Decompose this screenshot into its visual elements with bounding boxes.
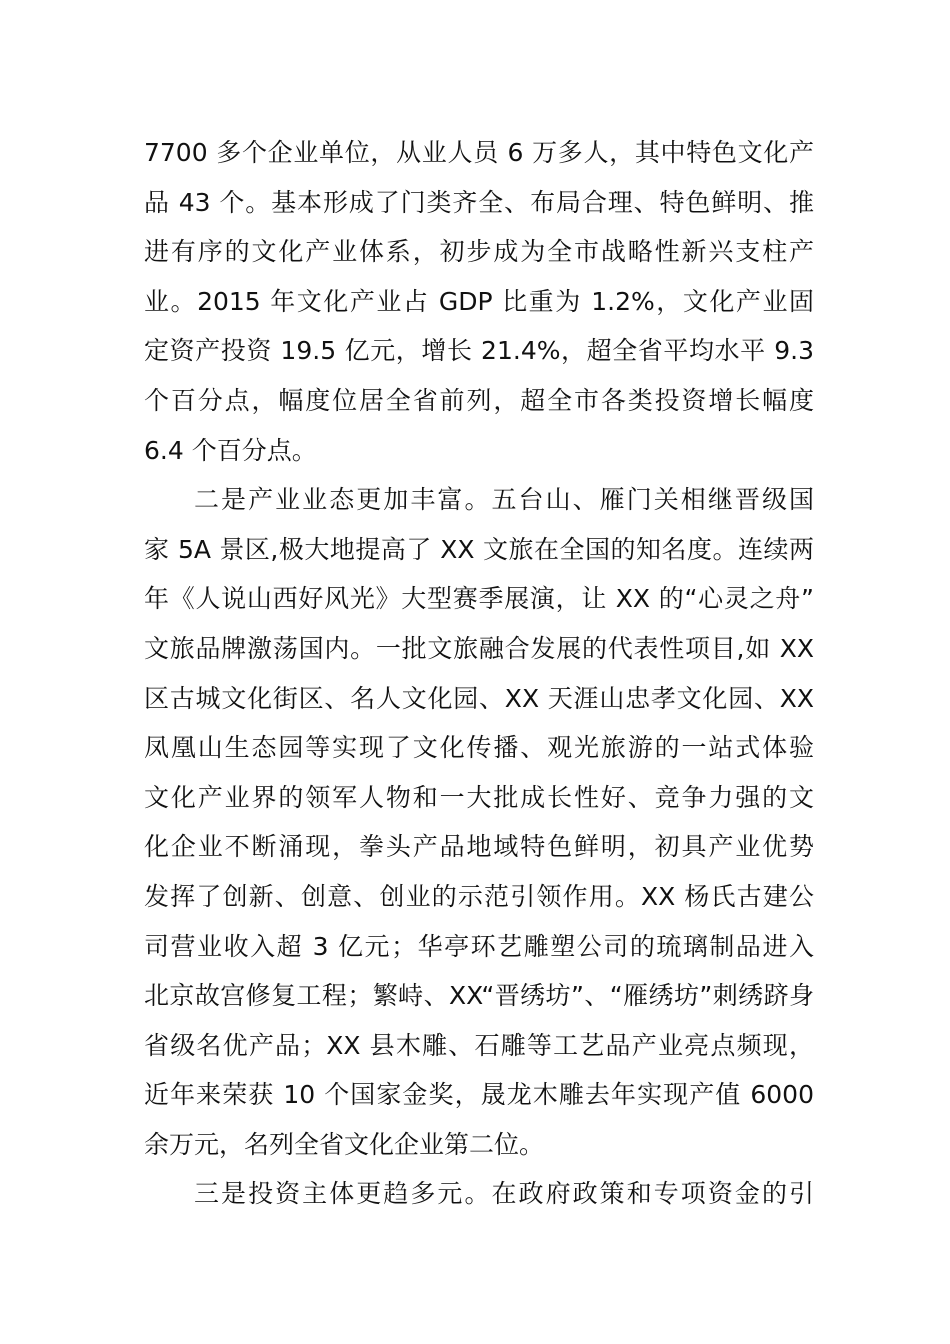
text-line: 定资产投资 19.5 亿元，增长 21.4%，超全省平均水平 9.3 [144,336,814,366]
text-line: 进有序的文化产业体系，初步成为全市战略性新兴支柱产 [144,237,814,267]
text-line: 6.4 个百分点。 [144,435,317,465]
text-line: 品 43 个。基本形成了门类齐全、布局合理、特色鲜明、推 [144,187,814,217]
text-line: 北京故宫修复工程；繁峙、XX“晋绣坊”、“雁绣坊”刺绣跻身 [144,981,814,1011]
text-line: 文化产业界的领军人物和一大批成长性好、竞争力强的文 [144,782,814,812]
text-line: 业。2015 年文化产业占 GDP 比重为 1.2%，文化产业固 [144,286,814,316]
text-line: 司营业收入超 3 亿元；华亭环艺雕塑公司的琉璃制品进入 [144,931,814,961]
text-line: 年《人说山西好风光》大型赛季展演，让 XX 的“心灵之舟” [144,584,814,614]
text-line: 二是产业业态更加丰富。五台山、雁门关相继晋级国 [194,485,814,515]
text-line: 化企业不断涌现，拳头产品地域特色鲜明，初具产业优势 [144,832,814,862]
text-line: 7700 多个企业单位，从业人员 6 万多人，其中特色文化产 [144,138,814,167]
text-line: 凤凰山生态园等实现了文化传播、观光旅游的一站式体验 [144,733,814,763]
text-line: 三是投资主体更趋多元。在政府政策和专项资金的引 [194,1179,814,1209]
text-line: 发挥了创新、创意、创业的示范引领作用。XX 杨氏古建公 [144,881,814,911]
text-line: 文旅品牌激荡国内。一批文旅融合发展的代表性项目,如 XX [144,633,814,663]
text-line: 余万元，名列全省文化企业第二位。 [144,1129,545,1159]
text-line: 个百分点，幅度位居全省前列，超全市各类投资增长幅度 [144,385,814,415]
text-line: 家 5A 景区,极大地提高了 XX 文旅在全国的知名度。连续两 [144,534,814,564]
body-text [144,128,814,1219]
text-line: 区古城文化街区、名人文化园、XX 天涯山忠孝文化园、XX [144,683,814,713]
text-line: 省级名优产品；XX 县木雕、石雕等工艺品产业亮点频现， [144,1030,814,1060]
text-line: 近年来荣获 10 个国家金奖，晟龙木雕去年实现产值 6000 [144,1080,814,1110]
